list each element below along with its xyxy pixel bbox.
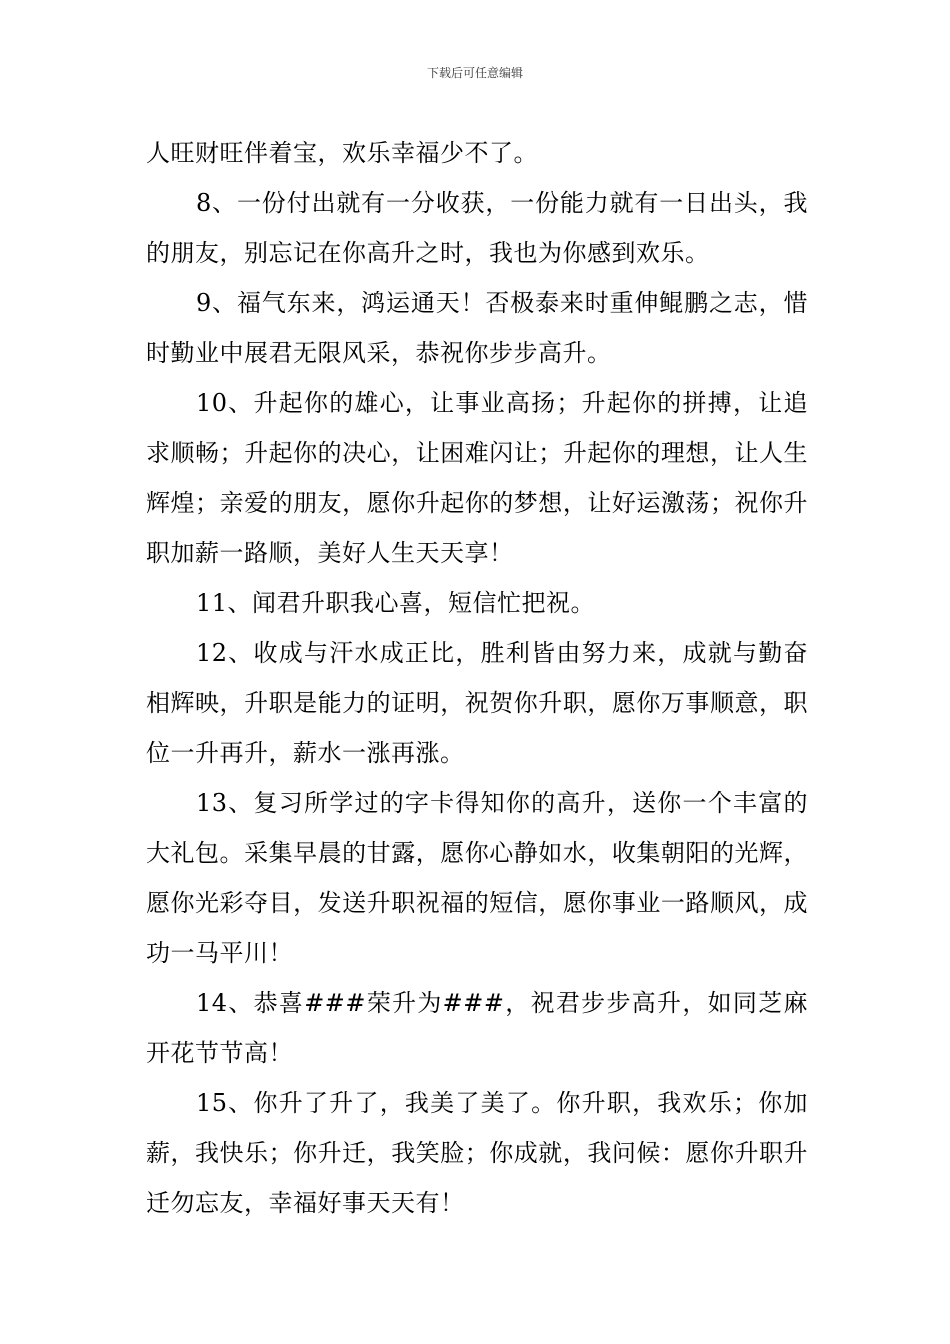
paragraph: 10、升起你的雄心，让事业高扬；升起你的拼搏，让追求顺畅；升起你的决心，让困难闪让；升起你的理想，让人生辉煌；亲爱的朋友，愿你升起你的梦想，让好运激荡；祝你升职加薪一路顺，美好人生天天享！ — [146, 389, 808, 567]
paragraph: 15、你升了升了，我美了美了。你升职，我欢乐；你加薪，我快乐；你升迁，我笑脸；你成就，我问候：愿你升职升迁勿忘友，幸福好事天天有！ — [146, 1089, 808, 1217]
paragraph: 14、恭喜###荣升为###，祝君步步高升，如同芝麻开花节节高！ — [146, 989, 808, 1067]
paragraph: 9、福气东来，鸿运通天！否极泰来时重伸鲲鹏之志，惜时勤业中展君无限风采，恭祝你步步高升。 — [146, 289, 808, 367]
paragraph: 11、闻君升职我心喜，短信忙把祝。 — [196, 589, 596, 617]
paragraph: 12、收成与汗水成正比，胜利皆由努力来，成就与勤奋相辉映，升职是能力的证明，祝贺你升职，愿你万事顺意，职位一升再升，薪水一涨再涨。 — [146, 639, 808, 767]
paragraph: 人旺财旺伴着宝，欢乐幸福少不了。 — [146, 139, 538, 167]
paragraph: 13、复习所学过的字卡得知你的高升，送你一个丰富的大礼包。采集早晨的甘露，愿你心静如水，收集朝阳的光辉，愿你光彩夺目，发送升职祝福的短信，愿你事业一路顺风，成功一马平川！ — [146, 789, 808, 967]
document-body — [146, 128, 808, 1228]
page-header: 下载后可任意编辑 — [426, 66, 523, 80]
paragraph: 8、一份付出就有一分收获，一份能力就有一日出头，我的朋友，别忘记在你高升之时，我也为你感到欢乐。 — [146, 189, 808, 267]
